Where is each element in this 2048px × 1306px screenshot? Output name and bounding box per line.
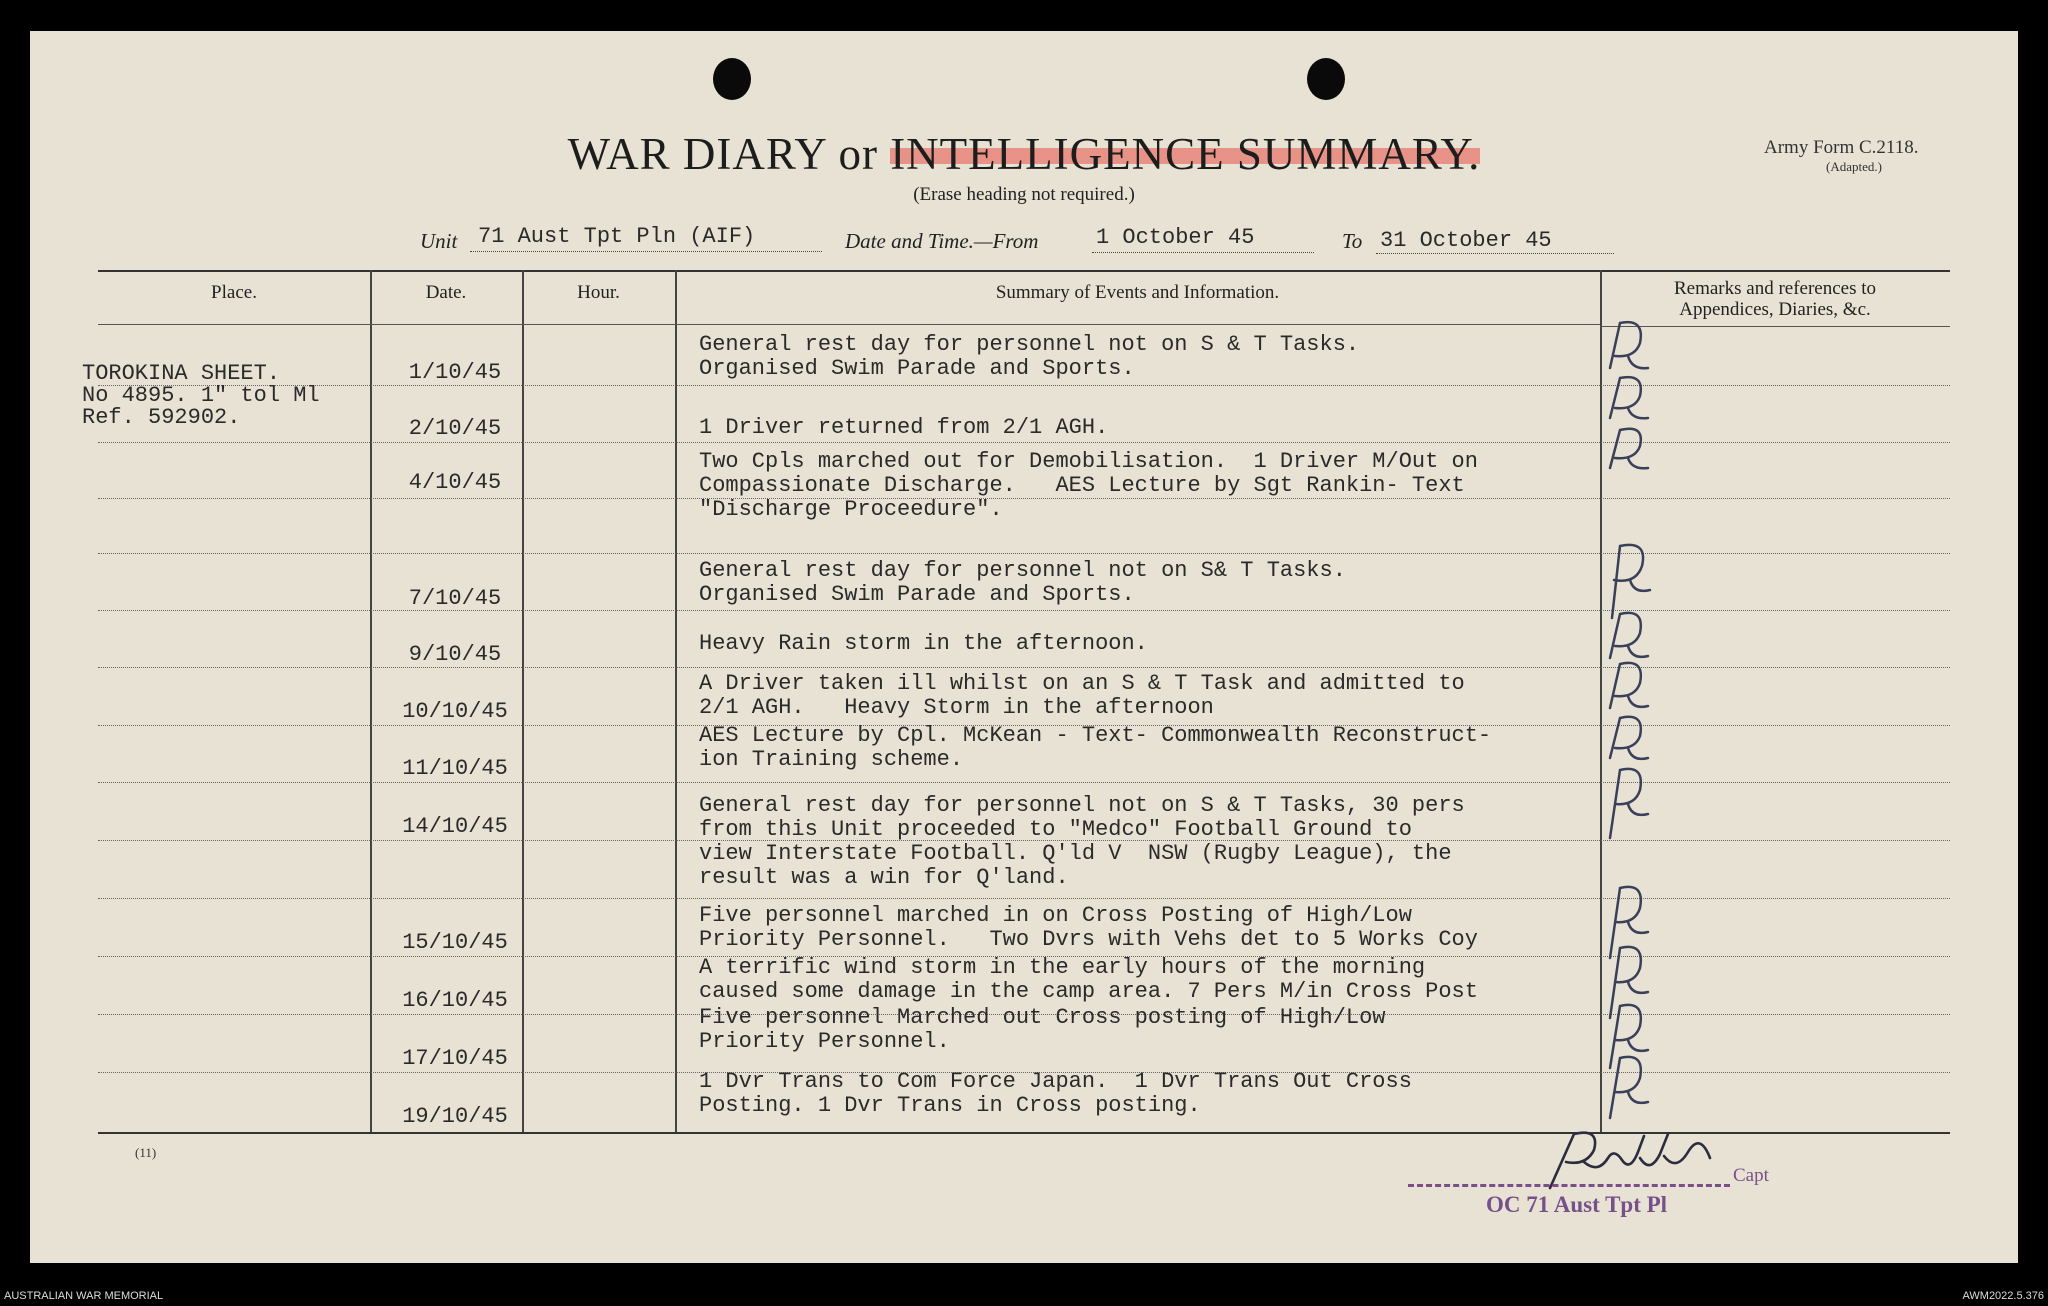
table-top-rule xyxy=(98,270,1950,272)
entry-date: 10/10/45 xyxy=(402,699,508,724)
entry-summary: A terrific wind storm in the early hours of the morning caused some damage in the camp area. 7 Pers M/in Cross Post xyxy=(699,955,1478,1004)
entry-date: 19/10/45 xyxy=(402,1104,508,1129)
date-to-label: To xyxy=(1342,229,1363,253)
archive-reference: AWM2022.5.376 xyxy=(1962,1290,2044,1302)
column-header-place: Place. xyxy=(211,282,257,303)
entry-date: 14/10/45 xyxy=(402,814,508,839)
header-rule-left xyxy=(98,324,1600,325)
punch-hole-right xyxy=(1307,58,1345,100)
signature-rank: Capt xyxy=(1733,1165,1769,1186)
signature-line xyxy=(1408,1184,1730,1187)
unit-label: Unit xyxy=(420,229,458,253)
erase-note: (Erase heading not required.) xyxy=(913,184,1135,205)
signature xyxy=(1540,1128,1740,1192)
entry-summary: Heavy Rain storm in the afternoon. xyxy=(699,631,1148,656)
unit-value: 71 Aust Tpt Pln (AIF) xyxy=(478,224,756,249)
unit-underline xyxy=(470,251,822,252)
entry-date: 7/10/45 xyxy=(408,586,502,611)
entry-summary: Two Cpls marched out for Demobilisation. 1 Driver M/Out on Compassionate Discharge. AES Lecture by Sgt Rankin- Text "Discharge Proceedure". xyxy=(699,449,1478,522)
column-header-remarks: Remarks and references to Appendices, Diaries, &c. xyxy=(1673,278,1877,320)
entry-date: 11/10/45 xyxy=(402,756,508,781)
entry-date: 9/10/45 xyxy=(408,642,502,667)
entry-summary: AES Lecture by Cpl. McKean - Text- Commonwealth Reconstruct- ion Training scheme. xyxy=(699,723,1492,772)
date-to-value: 31 October 45 xyxy=(1380,228,1552,253)
entry-summary: Five personnel Marched out Cross posting of High/Low Priority Personnel. xyxy=(699,1005,1386,1054)
entry-summary: Five personnel marched in on Cross Posting of High/Low Priority Personnel. Two Dvrs with Vehs det to 5 Works Coy xyxy=(699,903,1478,952)
title-intelligence-summary: INTELLIGENCE SUMMARY. xyxy=(890,129,1481,179)
entry-summary: A Driver taken ill whilst on an S & T Task and admitted to 2/1 AGH. Heavy Storm in the afternoon xyxy=(699,671,1465,720)
column-header-hour: Hour. xyxy=(577,282,620,303)
unit-stamp: OC 71 Aust Tpt Pl xyxy=(1486,1192,1668,1217)
title-war-diary: WAR DIARY or xyxy=(567,129,891,179)
column-header-summary: Summary of Events and Information. xyxy=(995,282,1280,303)
form-number: Army Form C.2118. xyxy=(1764,137,1919,158)
entry-summary: 1 Driver returned from 2/1 AGH. xyxy=(699,415,1109,440)
place-reference: TOROKINA SHEET. No 4895. 1" tol Ml Ref. 592902. xyxy=(82,361,320,430)
archive-credit: AUSTRALIAN WAR MEMORIAL xyxy=(4,1290,164,1302)
date-from-underline xyxy=(1092,252,1314,253)
col-divider-place xyxy=(370,270,372,1132)
date-from-value: 1 October 45 xyxy=(1096,225,1255,250)
entry-summary: General rest day for personnel not on S & T Tasks. Organised Swim Parade and Sports. xyxy=(699,332,1360,381)
column-header-date: Date. xyxy=(425,282,467,303)
entry-date: 1/10/45 xyxy=(408,360,502,385)
punch-hole-left xyxy=(713,58,751,100)
form-adapted: (Adapted.) xyxy=(1826,159,1882,174)
entry-summary: General rest day for personnel not on S & T Tasks, 30 pers from this Unit proceeded to "Medco" Football Ground to view Interstate Football. Q'ld V NSW (Rugby League), the result was a win for Q'land. xyxy=(699,793,1465,890)
entry-date: 17/10/45 xyxy=(402,1046,508,1071)
form-reference: (11) xyxy=(135,1145,157,1160)
entry-date: 2/10/45 xyxy=(408,416,502,441)
document-title xyxy=(0,128,2048,180)
entry-date: 16/10/45 xyxy=(402,988,508,1013)
entry-summary: General rest day for personnel not on S& T Tasks. Organised Swim Parade and Sports. xyxy=(699,558,1346,607)
entry-summary: 1 Dvr Trans to Com Force Japan. 1 Dvr Trans Out Cross Posting. 1 Dvr Trans in Cross posting. xyxy=(699,1069,1412,1118)
entry-date: 4/10/45 xyxy=(408,470,502,495)
col-divider-hour xyxy=(675,270,677,1132)
entry-date: 15/10/45 xyxy=(402,930,508,955)
date-from-label: Date and Time.—From xyxy=(845,229,1039,253)
initials-column-marks xyxy=(1590,318,1680,1158)
date-to-underline xyxy=(1376,253,1614,254)
